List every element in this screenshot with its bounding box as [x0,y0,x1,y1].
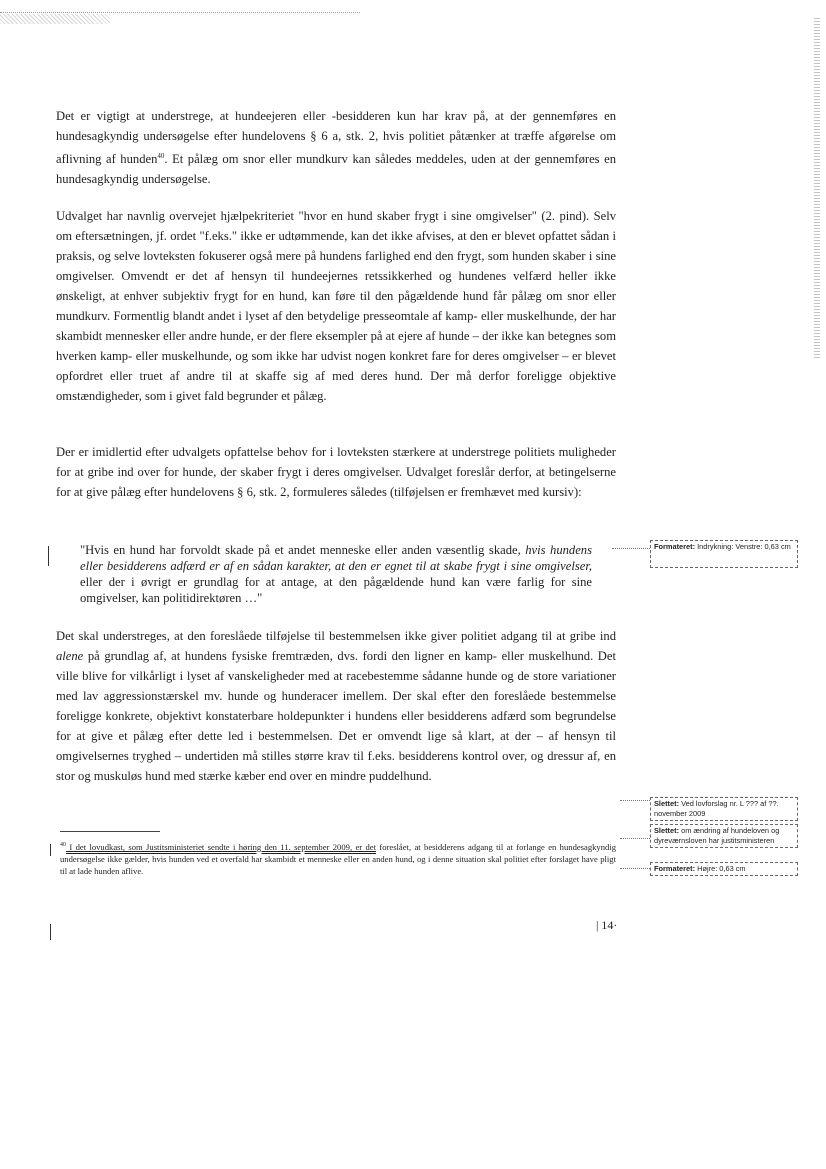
paragraph-4: Det skal understreges, at den foreslåede tilføjelse til bestemmelsen ikke giver politiet adgang til at gribe ind alene på grundlag af, at hundens fysiske fremtræden, dvs. fordi den ligner en kamp- eller muskelhund. Det ville blive for vilkårligt i lyset af vanskeligheder med at racebestemme sådanne hunde og de store variationer med lav aggressionstærskel mv. hunde og hunderacer imellem. Der skal efter den foreslåede bestemmelse foreligge konkrete, objektivt konstaterbare holdepunkter i hundens eller besidderens adfærd som begrundelse for at give et pålæg efter dette led i bestemmelsen. Det er omvendt lige så klart, at der – af hensyn til omgivelsernes tryghed – undertiden må stilles større krav til f.eks. besidderens kontrol over, og dressur af, en stor og muskuløs hund med stærke kæber end over en mindre puddelhund. [56,629,616,783]
paragraph-2: Udvalget har navnlig overvejet hjælpekriteriet "hvor en hund skaber frygt i sine omgivelser" (2. pind). Selv om eftersætningen, jf. ordet "f.eks." ikke er udtømmende, kan det ikke afvises, at den er blevet opfattet sådan i praksis, og selve lovteksten fokuserer også mere på hundens farlighed end den frygt, som hunden skaber i sine omgivelser. Omvendt er det af hensyn til hundeejernes retssikkerhed og hundenes velfærd heller ikke ønskeligt, at enhver subjektiv frygt for en hund, kan føre til den pågældende hund får pålæg om snor eller mundkurv. Formentlig blandt andet i lyset af den betydelige presseomtale af kamp- eller muskelhunde, der har skambidt mennesker eller andre hunde, er der flere eksempler på at ejere af hunde – der ikke kan betegnes som hverken kamp- eller muskelhunde, og som ikke har udvist nogen konkret fare for deres omgivelser – er blevet opfordret eller truet af andre til at skaffe sig af med deres hund. Der må derfor foreligge objektive omstændigheder, som i givet fald begrunder et pålæg. [56,209,616,403]
comment-leader [620,838,650,839]
comment-leader [620,868,650,869]
comment-deleted-1[interactable]: Slettet: Ved lovforslag nr. L ??? af ??. november 2009 [650,797,798,821]
comment-leader [612,548,650,549]
scan-edge-top [0,12,360,13]
comment-leader [620,800,650,801]
scan-noise [0,14,110,24]
footnote: $^{40}$ I det lovudkast, som Justitsministeriet sendte i høring den 11. september 2009, er det foreslået, at besidderens adgang til at forlange en hundesagkyndig undersøgelse ikke gælder, hvis hunden ved et overfald har skambidt et menneske eller en anden hund, og i denne situation skal politiet efter forslaget have pligt til at lade hunden aflive. [60,841,617,876]
change-bar [48,546,49,566]
scan-edge-right [814,18,820,358]
footnote-separator [60,831,160,832]
change-bar [50,844,51,856]
law-quote: "Hvis en hund har forvoldt skade på et andet menneske eller anden væsentlig skade, hvis hundens eller besidderens adfærd er af en sådan karakter, at den er egnet til at skabe frygt i sine omgivelser, eller der i øvrigt er grundlag for at antage, at den pågældende hund kan være farlig for sine omgivelser, kan politidirektøren …" [80,543,592,605]
comment-deleted-2[interactable]: Slettet: om ændring af hundeloven og dyreværnsloven har justitsministeren [650,824,798,848]
footnote-revised-text: I det lovudkast, som Justitsministeriet sendte i høring den 11. september 2009, er det [66,841,376,852]
paragraph-1: Det er vigtigt at understrege, at hundeejeren eller -besidderen kun har krav på, at der gennemføres en hundesagkyndig undersøgelse efter hundelovens § 6 a, stk. 2, hvis politiet påtænker at træffe afgørelse om aflivning af hunden$^{40}$. Et pålæg om snor eller mundkurv kan således meddeles, uden at der gennemføres en hundesagkyndig undersøgelse. [56,109,616,187]
comment-formatted-right[interactable]: Formateret: Højre: 0,63 cm [650,862,798,876]
change-bar [50,924,51,940]
comment-formatted-indent[interactable]: Formateret: Indrykning: Venstre: 0,63 cm [650,540,798,568]
footnote-ref[interactable]: 40 [157,152,165,160]
paragraph-3: Der er imidlertid efter udvalgets opfattelse behov for i lovteksten stærkere at understrege politiets muligheder for at gribe ind over for hunde, der skaber frygt i deres omgivelser. Udvalget foreslår derfor, at betingelserne for at give pålæg efter hundelovens § 6, stk. 2, formuleres således (tilføjelsen er fremhævet med kursiv): [56,445,616,499]
page-number: | 14· [596,918,618,932]
